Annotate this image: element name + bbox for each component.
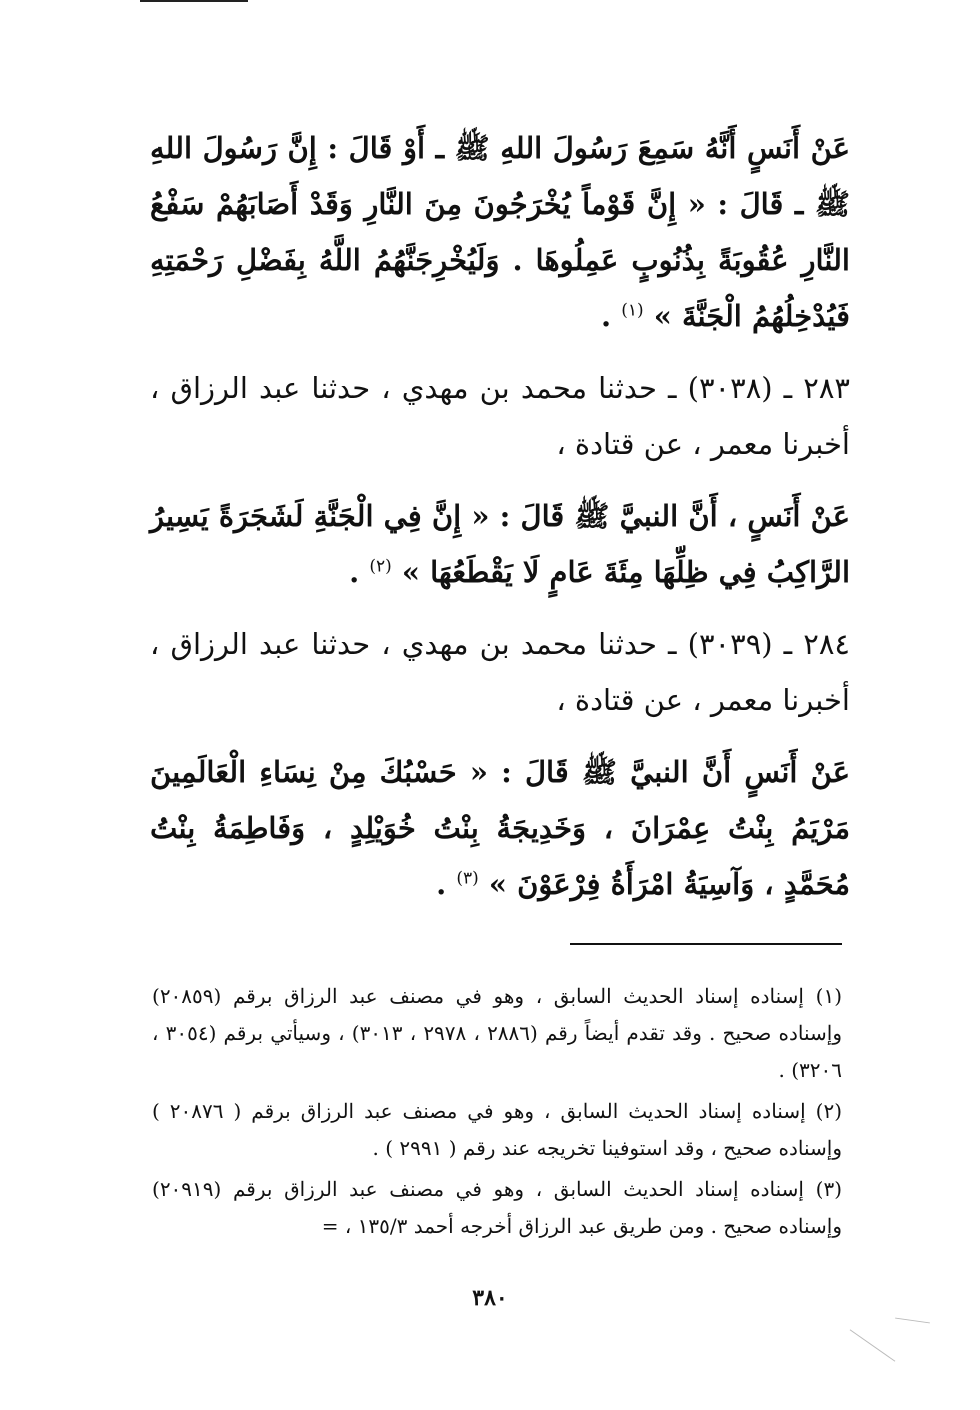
footnote-3: (٣) إسناده إسناد الحديث السابق ، وهو في مصنف عبد الرزاق برقم (٢٠٩١٩) وإسناده صحيح . ومن طريق عبد الرزاق أخرجه أحمد ١٣٥/٣ ، = [152, 1177, 842, 1238]
footnote-2: (٢) إسناده إسناد الحديث السابق ، وهو في مصنف عبد الرزاق برقم ( ٢٠٨٧٦ ) وإسناده صحيح ، وقد استوفينا تخريجه عند رقم ( ٢٩٩١ ) . [152, 1099, 842, 1160]
footnote-ref-3[interactable]: (٣) [456, 868, 479, 889]
page-number: ٣٨٠ [472, 1285, 508, 1311]
footnotes [152, 978, 842, 1249]
scan-mark [895, 1318, 930, 1324]
paragraph-hadith-2: عَنْ أَنَسٍ ، أَنَّ النبيَّ ﷺ قَالَ : « إِنَّ فِي الْجَنَّةِ لَشَجَرَةً يَسِيرُ الرَّاكِبُ فِي ظِلِّهَا مِئَةَ عَامٍ لَا يَقْطَعُهَا » $^{(٢)}$ . [150, 499, 850, 589]
paragraph-isnad-283: ٢٨٣ ـ (٣٠٣٨) ـ حدثنا محمد بن مهدي ، حدثنا عبد الرزاق ، أخبرنا معمر ، عن قتادة ، [150, 371, 850, 461]
footnote-divider [570, 943, 842, 945]
paragraph-isnad-284: ٢٨٤ ـ (٣٠٣٩) ـ حدثنا محمد بن مهدي ، حدثنا عبد الرزاق ، أخبرنا معمر ، عن قتادة ، [150, 627, 850, 717]
scan-mark [850, 1329, 896, 1361]
footnote-ref-2[interactable]: (٢) [369, 556, 392, 577]
paragraph-hadith-1: عَنْ أَنَسٍ أَنَّهُ سَمِعَ رَسُولَ اللهِ ﷺ ـ أَوْ قَالَ : إِنَّ رَسُولَ اللهِ ﷺ ـ قَالَ : « إِنَّ قَوْماً يُخْرَجُونَ مِنَ النَّارِ وَقَدْ أَصَابَهُمْ سَفْعُ النَّارِ عُقُوبَةً بِذُنُوبٍ عَمِلُوهَا . وَلَيُخْرِجَنَّهُمُ اللَّهُ بِفَضْلِ رَحْمَتِهِ فَيُدْخِلُهُمُ الْجَنَّةَ » $^{(١)}$ . [150, 131, 850, 333]
footnote-1: (١) إسناده إسناد الحديث السابق ، وهو في مصنف عبد الرزاق برقم (٢٠٨٥٩) وإسناده صحيح . وقد تقدم أيضاً رقم (٢٨٨٦ ، ٢٩٧٨ ، ٣٠١٣) ، وسيأتي برقم (٣٠٥٤ ، ٣٢٠٦) . [152, 984, 843, 1082]
footnote-ref-1[interactable]: (١) [621, 300, 644, 321]
main-text [150, 120, 850, 928]
top-rule [140, 0, 248, 2]
paragraph-hadith-3: عَنْ أَنَسٍ أَنَّ النبيَّ ﷺ قَالَ : « حَسْبُكَ مِنْ نِسَاءِ الْعَالَمِينَ مَرْيَمُ بِنْتُ عِمْرَانَ ، وَخَدِيجَةُ بِنْتُ خُوَيْلِدٍ ، وَفَاطِمَةُ بِنْتُ مُحَمَّدٍ ، وَآسِيَةُ امْرَأَةُ فِرْعَوْنَ » $^{(٣)}$ . [150, 755, 851, 901]
